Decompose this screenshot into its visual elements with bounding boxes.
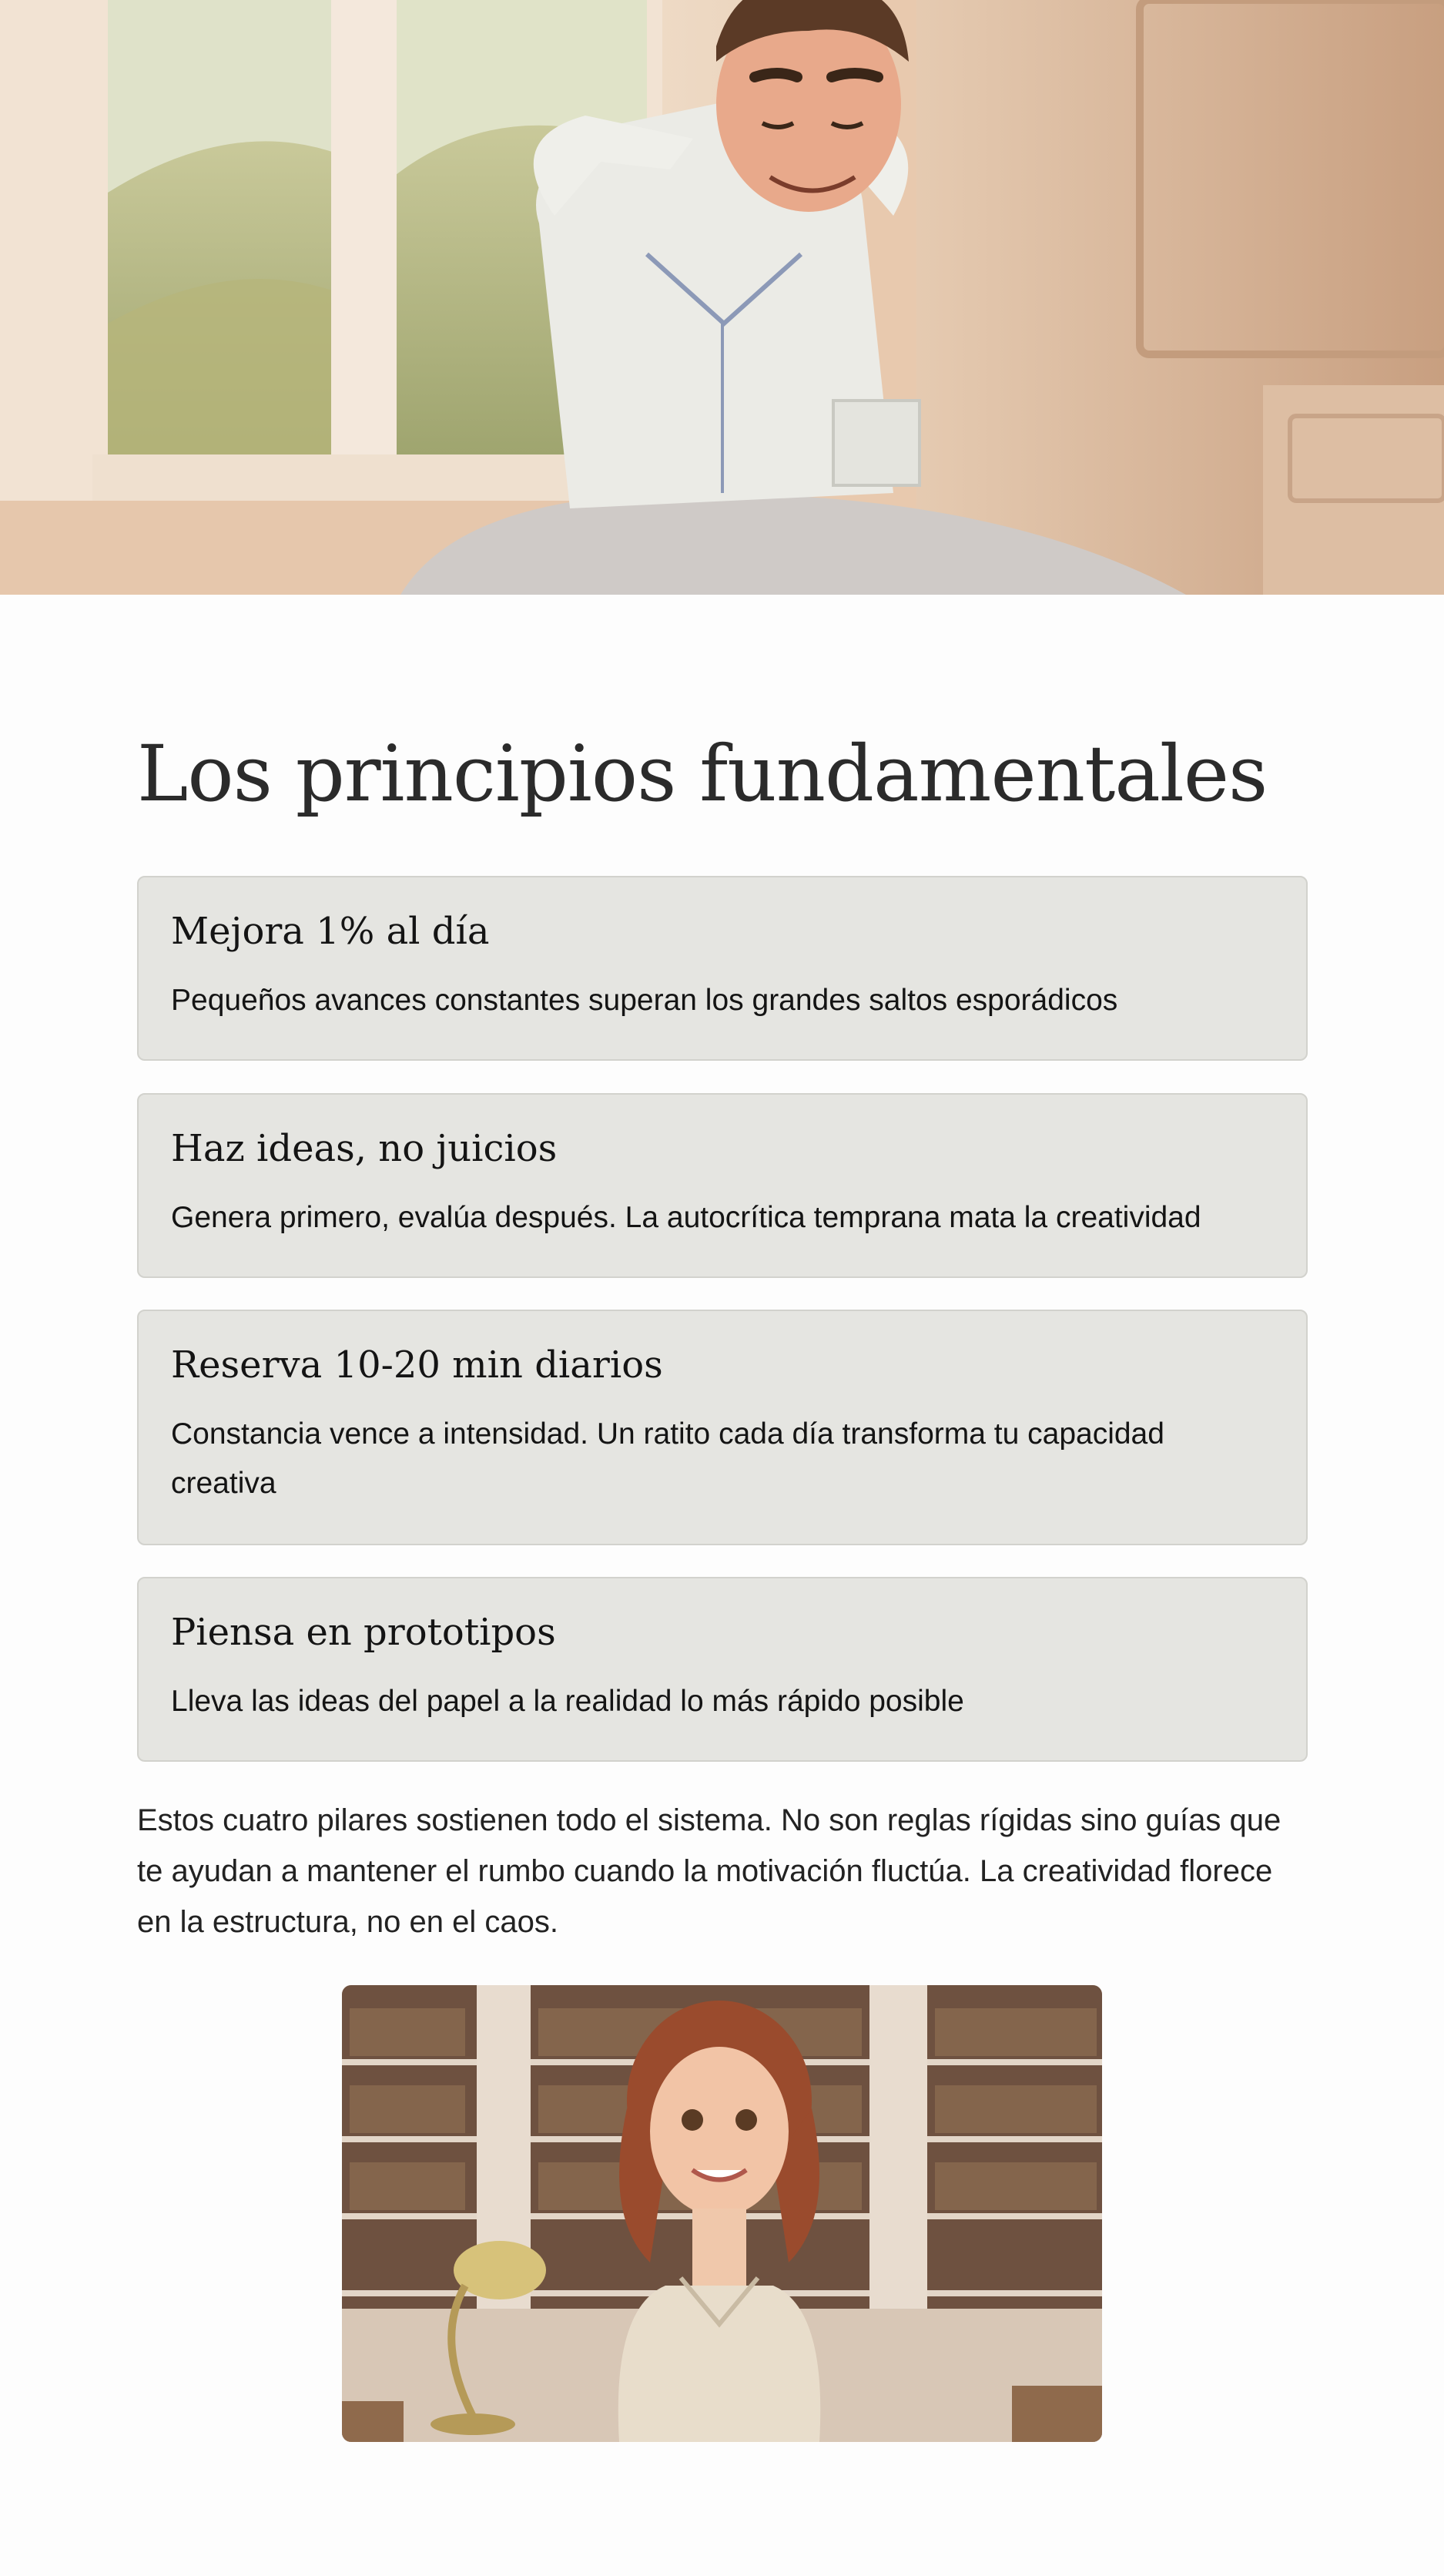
principle-card	[137, 1093, 1308, 1278]
portrait-image	[342, 1985, 1102, 2442]
principle-text: Genera primero, evalúa después. La autocrítica temprana mata la creatividad	[171, 1201, 1201, 1234]
principle-card	[137, 1310, 1308, 1545]
hero-image	[0, 0, 1444, 595]
principle-text: Pequeños avances constantes superan los grandes saltos esporádicos	[171, 984, 1118, 1017]
principle-title: Mejora 1% al día	[171, 910, 490, 953]
principle-card	[137, 1577, 1308, 1762]
principle-text: Constancia vence a intensidad. Un ratito cada día transforma tu capacidad creativa	[171, 1417, 1164, 1500]
principle-text: Lleva las ideas del papel a la realidad lo más rápido posible	[171, 1685, 964, 1718]
section-title: Los principios fundamentales	[137, 729, 1268, 819]
principle-title: Haz ideas, no juicios	[171, 1127, 558, 1170]
principle-title: Piensa en prototipos	[171, 1611, 556, 1654]
hero-illustration	[0, 0, 1444, 595]
principle-title: Reserva 10-20 min diarios	[171, 1343, 663, 1387]
principle-card	[137, 876, 1308, 1061]
library-illustration	[342, 1985, 1102, 2442]
summary-paragraph: Estos cuatro pilares sostienen todo el sistema. No son reglas rígidas sino guías que te ayudan a mantener el rumbo cuando la motivación fluctúa. La creatividad florece en la estructura, no en el caos.	[137, 1803, 1282, 1939]
